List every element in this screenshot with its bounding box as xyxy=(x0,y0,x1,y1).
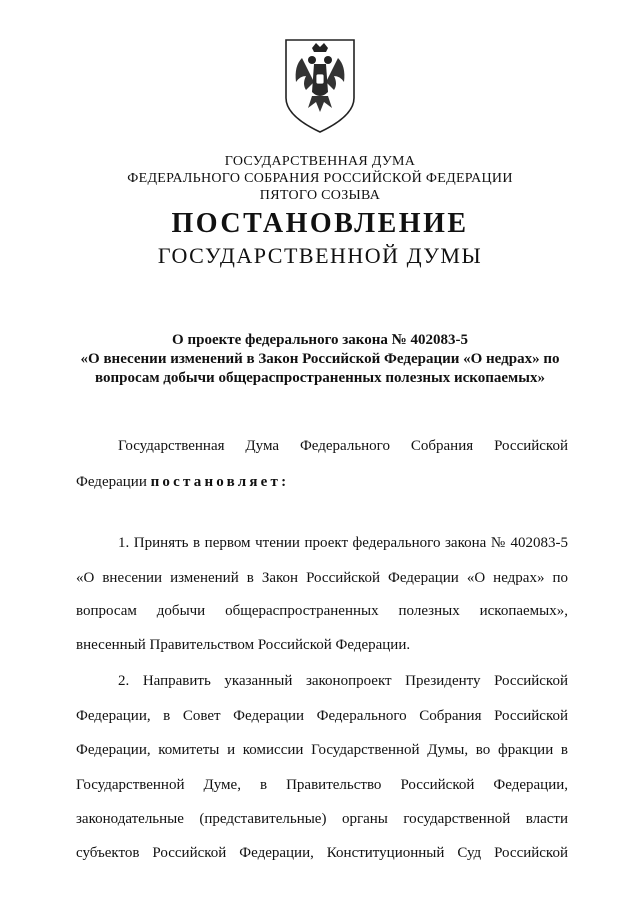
item1-line-1: 1. Принять в первом чтении проект федерального закона № 402083-5 xyxy=(118,535,568,551)
preamble-federation: Федерации xyxy=(76,474,147,490)
item2-line-3: Федерации, комитеты и комиссии Государственной Думы, во фракции в xyxy=(76,742,568,758)
subject-line-1: О проекте федерального закона № 402083-5 xyxy=(172,332,468,348)
item2-line-2: Федерации, в Совет Федерации Федерального Собрания Российской xyxy=(76,708,568,724)
coat-of-arms-icon xyxy=(272,36,368,136)
subject-line-2: «О внесении изменений в Закон Российской Федерации «О недрах» по xyxy=(80,351,560,367)
preamble-resolves: постановляет: xyxy=(150,474,290,490)
preamble-line-1: Государственная Дума Федерального Собрания Российской xyxy=(118,438,568,454)
item2-line-5: законодательные (представительные) органы государственной власти xyxy=(76,811,568,827)
document-subtitle: ГОСУДАРСТВЕННОЙ ДУМЫ xyxy=(157,243,483,268)
item1-line-2: «О внесении изменений в Закон Российской Федерации «О недрах» по xyxy=(76,570,568,586)
item1-line-4: внесенный Правительством Российской Федерации. xyxy=(76,637,411,653)
item2-line-6: субъектов Российской Федерации, Конституционный Суд Российской xyxy=(76,845,568,861)
item1-line-3: вопросам добычи общераспространенных полезных ископаемых», xyxy=(76,603,568,619)
org-line-2: ФЕДЕРАЛЬНОГО СОБРАНИЯ РОССИЙСКОЙ ФЕДЕРАЦИИ xyxy=(127,171,513,186)
org-line-1: ГОСУДАРСТВЕННАЯ ДУМА xyxy=(224,154,416,169)
document-title: ПОСТАНОВЛЕНИЕ xyxy=(171,208,469,239)
item2-line-1: 2. Направить указанный законопроект Президенту Российской xyxy=(118,673,568,689)
subject-line-3: вопросам добычи общераспространенных полезных ископаемых» xyxy=(95,370,545,386)
org-line-3: ПЯТОГО СОЗЫВА xyxy=(259,188,381,203)
preamble-line-2 xyxy=(76,472,568,492)
item2-line-4: Государственной Думе, в Правительство Российской Федерации, xyxy=(76,777,568,793)
